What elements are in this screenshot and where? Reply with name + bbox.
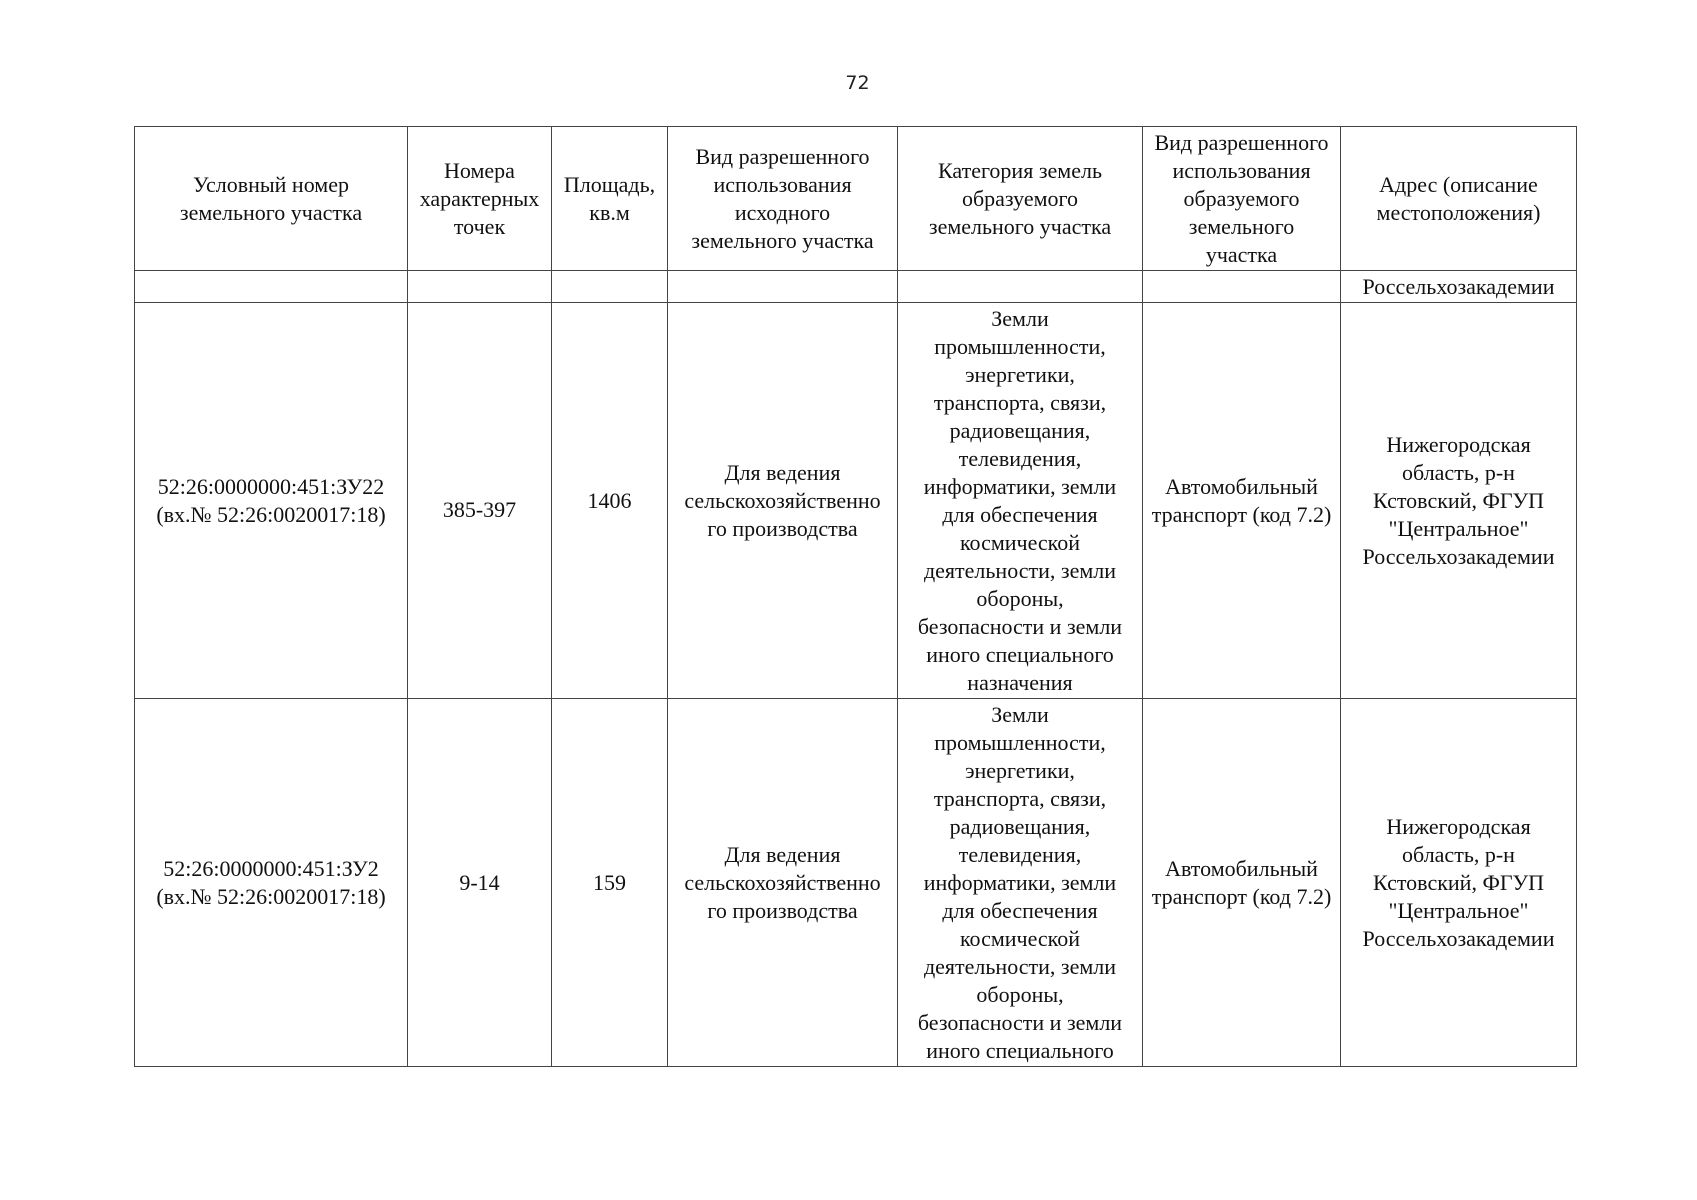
table-cell — [898, 271, 1143, 303]
land-plots-table — [134, 126, 1577, 1067]
page-number: 72 — [845, 72, 870, 94]
cell-points: 9-14 — [408, 699, 552, 1067]
cell-conditional-number: 52:26:0000000:451:ЗУ22 (вх.№ 52:26:0020017:18) — [135, 303, 408, 699]
header-area: Площадь, кв.м — [552, 127, 668, 271]
cell-address: Нижегородская область, р-н Кстовский, ФГУП "Центральное" Россельхозакадемии — [1341, 303, 1577, 699]
header-points: Номера характерных точек — [408, 127, 552, 271]
cell-original-use: Для ведения сельскохозяйственно го производства — [668, 699, 898, 1067]
cell-address: Нижегородская область, р-н Кстовский, ФГУП "Центральное" Россельхозакадемии — [1341, 699, 1577, 1067]
cell-conditional-number: 52:26:0000000:451:ЗУ2 (вх.№ 52:26:0020017:18) — [135, 699, 408, 1067]
table-cell — [668, 271, 898, 303]
table-row — [135, 699, 1577, 1067]
table-row — [135, 303, 1577, 699]
header-new-use: Вид разрешенного использования образуемого земельного участка — [1143, 127, 1341, 271]
header-address: Адрес (описание местоположения) — [1341, 127, 1577, 271]
header-land-category: Категория земель образуемого земельного участка — [898, 127, 1143, 271]
cell-address-continuation: Россельхозакадемии — [1341, 271, 1577, 303]
table-header-row — [135, 127, 1577, 271]
cell-land-category: Земли промышленности, энергетики, транспорта, связи, радиовещания, телевидения, информатики, земли для обеспечения космической деятельности, земли обороны, безопасности и земли иного специального назначения — [898, 303, 1143, 699]
cell-area: 159 — [552, 699, 668, 1067]
cell-area: 1406 — [552, 303, 668, 699]
cell-points: 385-397 — [408, 303, 552, 699]
cell-original-use: Для ведения сельскохозяйственно го производства — [668, 303, 898, 699]
cell-new-use: Автомобильный транспорт (код 7.2) — [1143, 303, 1341, 699]
cell-land-category: Земли промышленности, энергетики, транспорта, связи, радиовещания, телевидения, информатики, земли для обеспечения космической деятельности, земли обороны, безопасности и земли иного специального — [898, 699, 1143, 1067]
cell-new-use: Автомобильный транспорт (код 7.2) — [1143, 699, 1341, 1067]
table-cell — [408, 271, 552, 303]
header-original-use: Вид разрешенного использования исходного земельного участка — [668, 127, 898, 271]
table-continuation-row — [135, 271, 1577, 303]
table-cell — [135, 271, 408, 303]
table-cell — [1143, 271, 1341, 303]
table-cell — [552, 271, 668, 303]
header-conditional-number: Условный номер земельного участка — [135, 127, 408, 271]
